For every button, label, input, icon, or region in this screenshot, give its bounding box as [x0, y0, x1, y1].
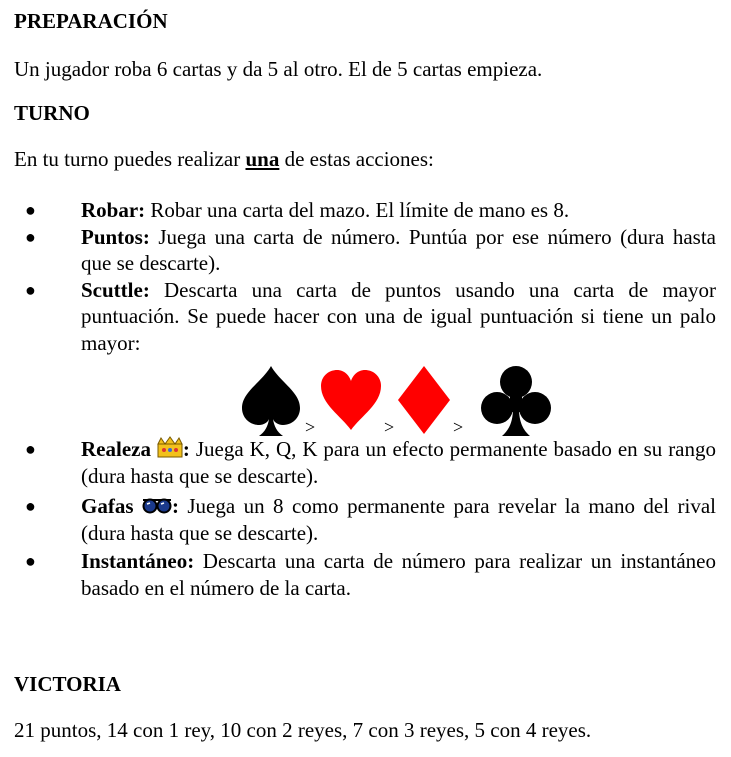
list-item	[14, 224, 716, 277]
turn-intro-before: En tu turno puedes realizar	[14, 147, 246, 171]
turn-intro-emphasis: una	[245, 147, 280, 171]
list-item	[14, 277, 716, 441]
action-title: Gafas	[81, 494, 134, 518]
suit-order	[14, 356, 716, 440]
suit-separator: >	[453, 417, 464, 437]
action-title: Robar:	[81, 198, 146, 222]
action-text: Juega una carta de número. Puntúa por ese número (dura hasta que se descarte).	[81, 224, 716, 275]
glasses-icon	[142, 495, 172, 515]
suit-separator: >	[305, 417, 316, 437]
turn-intro	[14, 147, 434, 171]
action-title: Instantáneo:	[81, 549, 195, 573]
setup-heading: PREPARACIÓN	[14, 9, 168, 33]
setup-text: Un jugador roba 6 cartas y da 5 al otro. El de 5 cartas empieza.	[14, 57, 543, 81]
diamond-icon	[396, 364, 452, 436]
victory-heading: VICTORIA	[14, 672, 121, 696]
list-item	[14, 197, 716, 224]
bullet: ●	[25, 279, 36, 300]
heart-icon	[319, 368, 383, 432]
action-title: Scuttle:	[81, 277, 150, 302]
action-text: Juega K, Q, K para un efecto permanente basado en su rango (dura hasta que se descarte).	[81, 437, 717, 488]
list-item	[14, 548, 716, 601]
bullet: ●	[25, 226, 36, 247]
turn-intro-after: de estas acciones:	[279, 147, 434, 171]
suit-separator: >	[384, 417, 395, 437]
action-text: Descarta una carta de número para realizar un instantáneo basado en el número de la carta.	[81, 549, 716, 600]
list-item	[14, 436, 716, 489]
list-item	[14, 493, 716, 546]
action-list	[14, 197, 716, 601]
crown-icon	[157, 436, 183, 458]
action-title-suffix: :	[182, 437, 190, 461]
action-text: Juega un 8 como permanente para revelar la mano del rival (dura hasta que se descarte).	[81, 494, 717, 545]
bullet: ●	[25, 551, 36, 571]
bullet: ●	[25, 496, 36, 516]
victory-text: 21 puntos, 14 con 1 rey, 10 con 2 reyes, 7 con 3 reyes, 5 con 4 reyes.	[14, 718, 592, 742]
action-text: Robar una carta del mazo. El límite de mano es 8.	[145, 198, 570, 222]
club-icon	[480, 364, 552, 438]
spade-icon	[238, 364, 304, 438]
turn-heading: TURNO	[14, 101, 90, 125]
bullet: ●	[25, 200, 36, 220]
action-text: Descarta una carta de puntos usando una carta de mayor puntuación. Se puede hacer con una de igual puntuación si tiene un palo mayor:	[81, 277, 716, 355]
action-title: Puntos:	[81, 224, 150, 249]
bullet: ●	[25, 439, 36, 459]
action-title-suffix: :	[171, 494, 179, 518]
action-title: Realeza	[81, 437, 151, 461]
